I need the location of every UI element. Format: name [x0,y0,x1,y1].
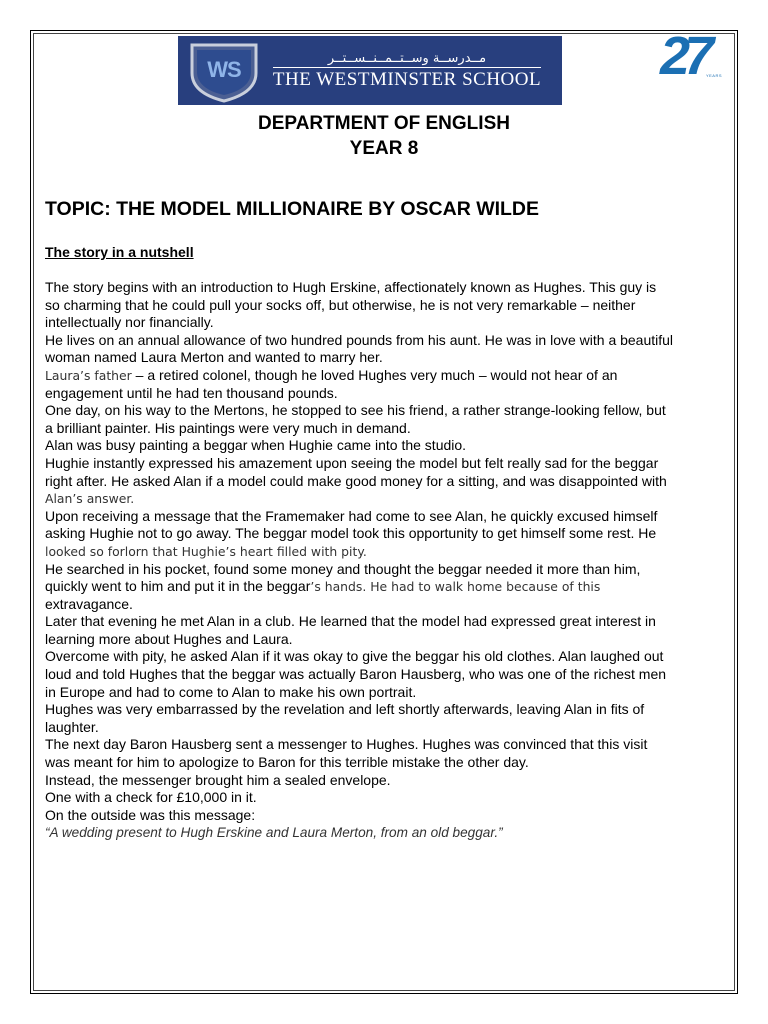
story-line: loud and told Hughes that the beggar was actually Baron Hausberg, who was one of the richest men [45,666,667,683]
story-line: asking Hughie not to go away. The beggar model took this opportunity to get himself some rest. He [45,525,657,542]
school-name: THE WESTMINSTER SCHOOL [272,68,542,90]
story-line: Alan was busy painting a beggar when Hughie came into the studio. [45,437,467,454]
story-line: looked so forlorn that Hughie’s heart filled with pity. [45,543,367,559]
story-text-fragment: ’s hands. He had to walk home because of this [310,579,601,595]
school-name-arabic: مــدرســة وســتــمــنــســتــر [327,50,487,66]
banner-text [260,51,554,91]
story-text-fragment: – a retired colonel, though he loved Hughes very much – would not hear of an [135,366,618,383]
story-line [45,578,735,596]
story-line: Later that evening he met Alan in a club. He learned that the model had expressed great interest in [45,613,656,630]
story-line: Alan’s answer. [45,491,135,507]
year-heading: YEAR 8 [349,138,419,159]
section-heading: The story in a nutshell [45,244,194,260]
school-shield-logo [188,39,260,103]
topic-heading: TOPIC: THE MODEL MILLIONAIRE BY OSCAR WILDE [45,198,540,220]
department-heading: DEPARTMENT OF ENGLISH [258,113,510,134]
story-line: Instead, the messenger brought him a sealed envelope. [45,771,391,788]
logo-initials: WS [207,56,241,82]
story-line [45,367,735,385]
story-line: He searched in his pocket, found some money and thought the beggar needed it more than him, [45,560,641,577]
story-line: was meant for him to apologize to Baron for this terrible mistake the other day. [45,754,529,771]
story-body [45,279,735,842]
story-line: engagement until he had ten thousand pounds. [45,384,338,401]
school-banner [178,36,562,105]
story-line: in Europe and had to come to Alan to make his own portrait. [45,683,417,700]
story-line: The story begins with an introduction to Hugh Erskine, affectionately known as Hughes. This guy is [45,279,657,295]
anniversary-number: 27 [660,26,709,86]
anniversary-label: YEARS [705,73,722,78]
story-line: right after. He asked Alan if a model could make good money for a sitting, and was disappointed with [45,472,667,489]
story-line: Upon receiving a message that the Framemaker had come to see Alan, he quickly excused himself [45,507,658,524]
story-line: Hughie instantly expressed his amazement upon seeing the model but felt really sad for the beggar [45,454,659,471]
story-line: so charming that he could pull your socks off, but otherwise, he is not very remarkable – neither [45,296,636,313]
story-line: On the outside was this message: [45,806,256,823]
closing-quote: “A wedding present to Hugh Erskine and Laura Merton, from an old beggar.” [45,825,503,841]
story-line: Overcome with pity, he asked Alan if it was okay to give the beggar his old clothes. Alan laughed out [45,648,664,665]
story-line: intellectually nor financially. [45,314,214,331]
story-line: One day, on his way to the Mertons, he stopped to see his friend, a rather strange-looking fellow, but [45,402,666,419]
anniversary-logo [660,26,726,88]
story-line: laughter. [45,718,99,735]
story-line: woman named Laura Merton and wanted to marry her. [45,349,383,366]
story-text-fragment: quickly went to him and put it in the beggar [45,578,311,595]
story-line: Hughes was very embarrassed by the revelation and left shortly afterwards, leaving Alan in fits of [45,701,645,718]
story-line: One with a check for £10,000 in it. [45,789,257,806]
story-line: a brilliant painter. His paintings were very much in demand. [45,419,411,436]
story-line: learning more about Hughes and Laura. [45,630,293,647]
story-line: He lives on an annual allowance of two hundred pounds from his aunt. He was in love with a beautiful [45,331,674,348]
story-line: extravagance. [45,595,133,612]
story-line: The next day Baron Hausberg sent a messenger to Hughes. Hughes was convinced that this visit [45,736,648,753]
story-text-fragment: Laura’s father [45,367,132,383]
